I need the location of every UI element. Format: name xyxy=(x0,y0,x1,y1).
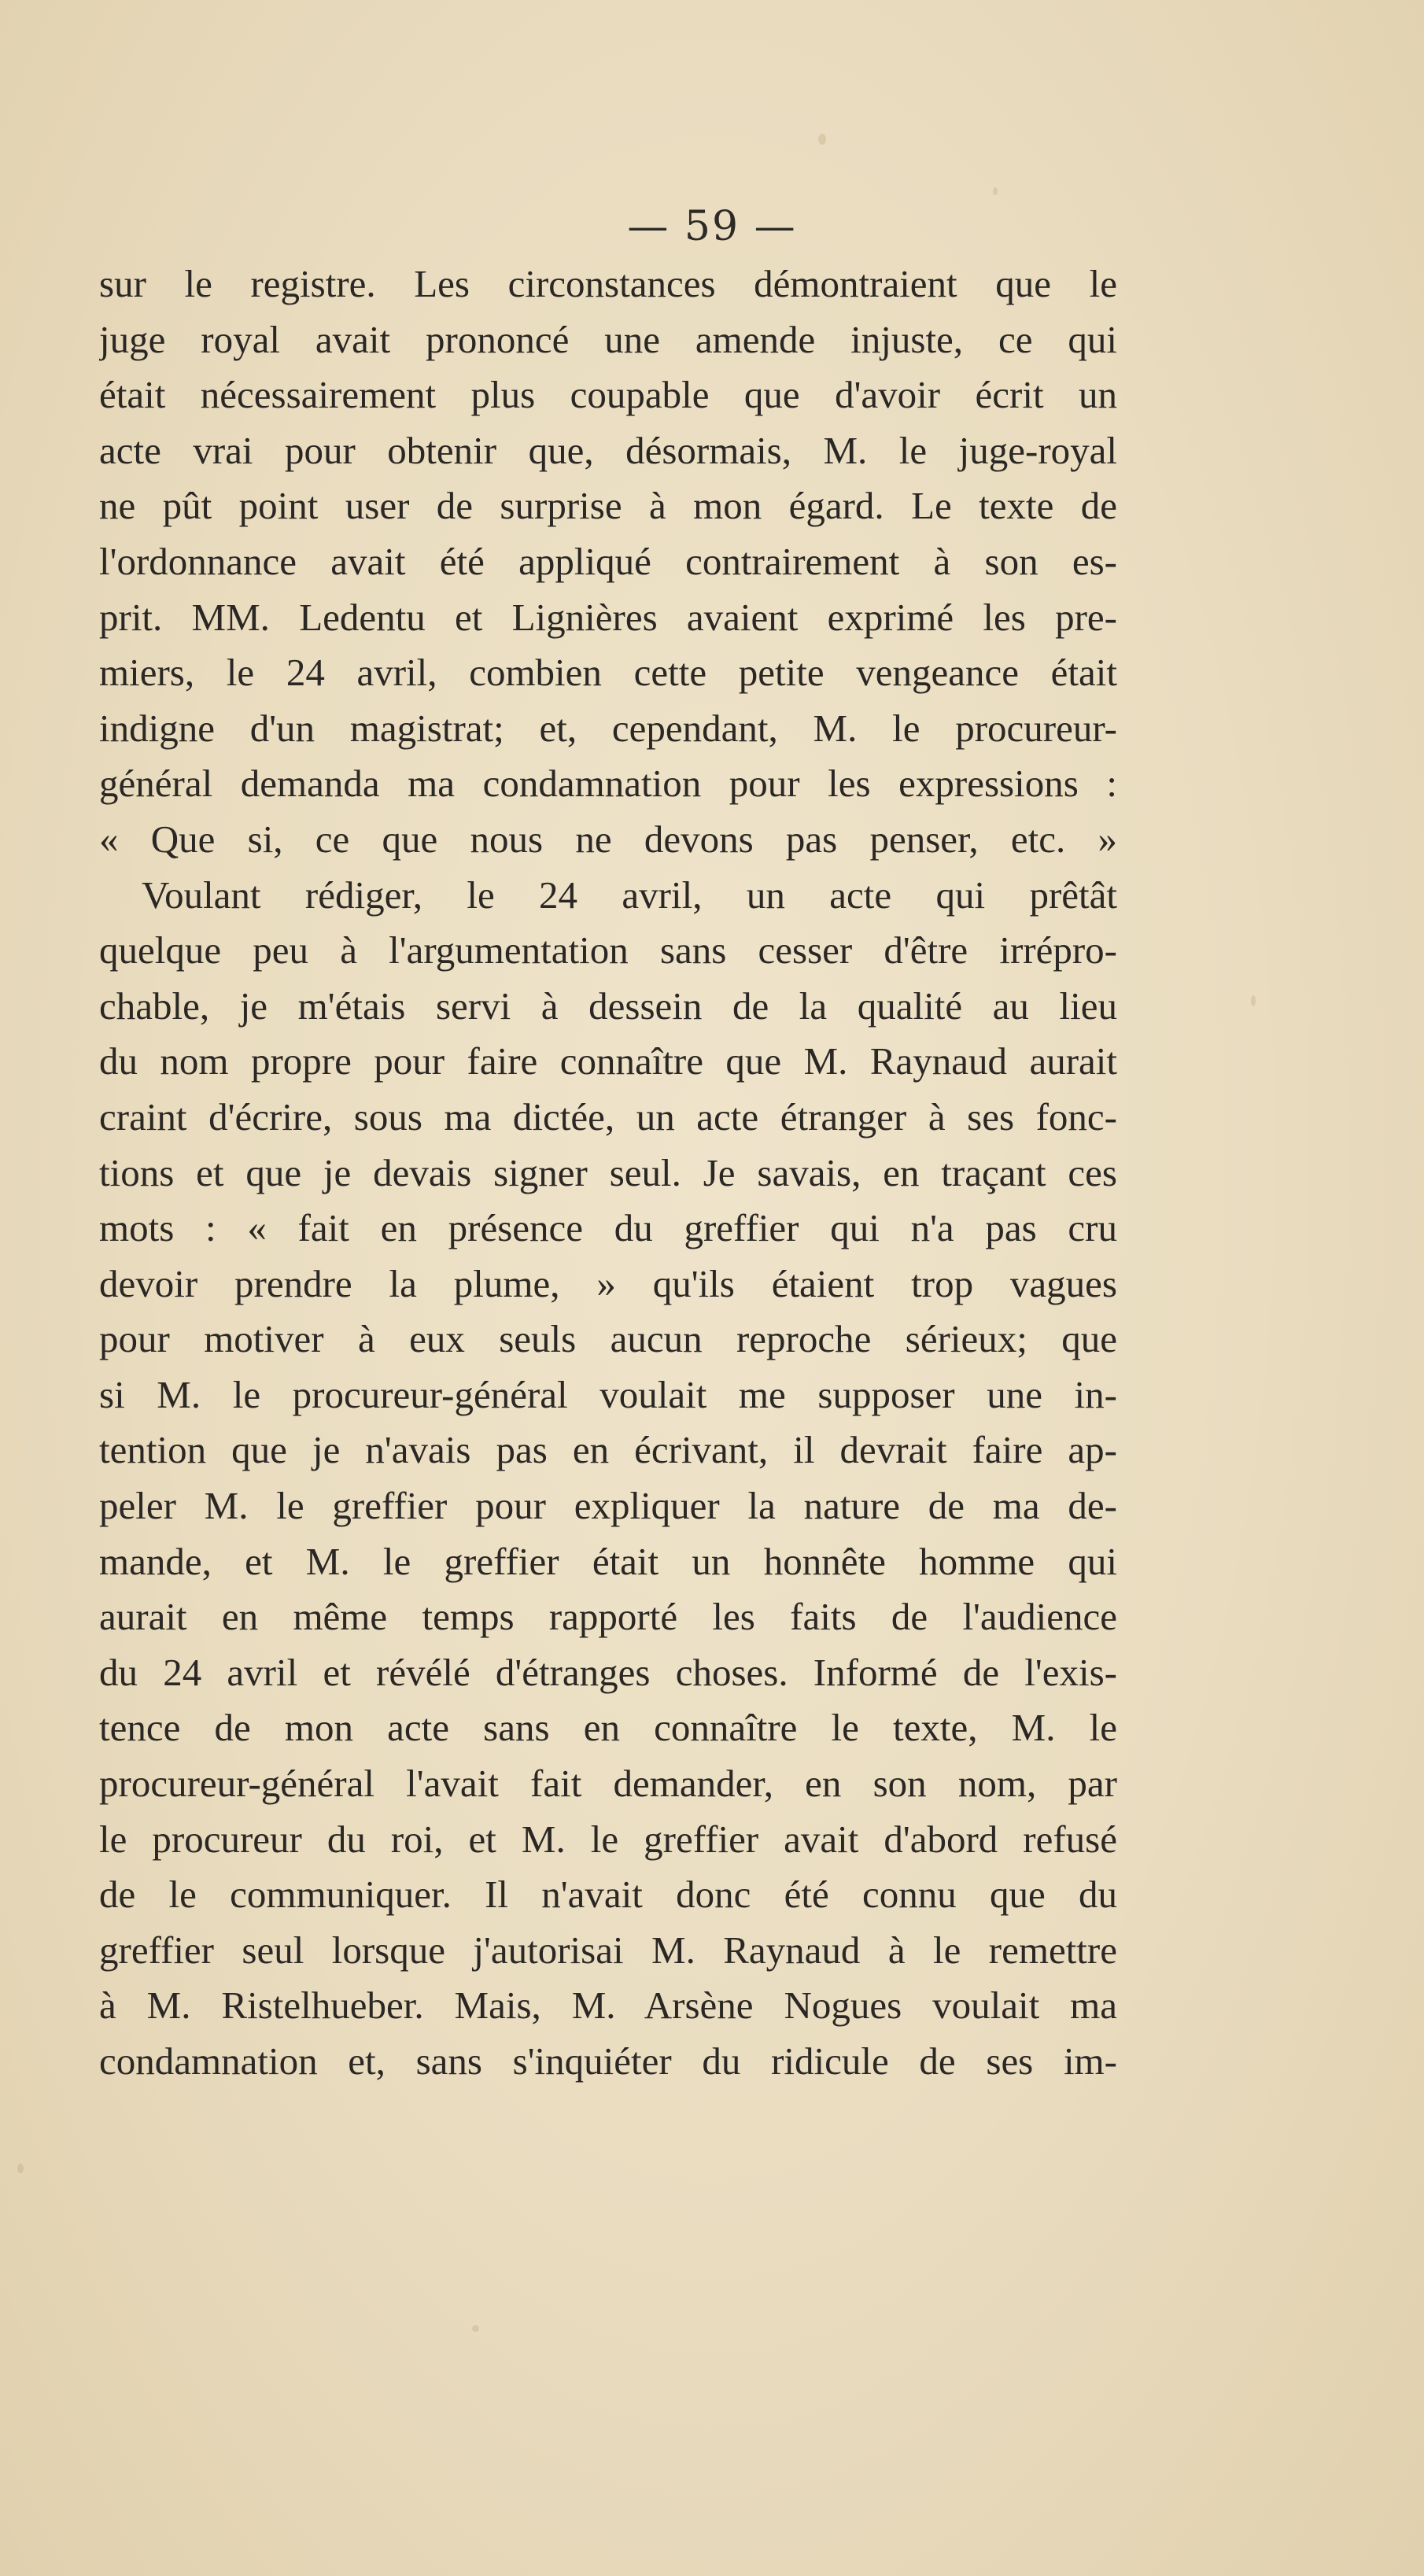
text-line: du 24 avril et révélé d'étranges choses. Informé de l'exis- xyxy=(99,1650,1117,1694)
text-line: indigne d'un magistrat; et, cependant, M. le procureur- xyxy=(99,706,1117,750)
paper-stain xyxy=(1251,995,1256,1006)
text-line: juge royal avait prononcé une amende injuste, ce qui xyxy=(99,317,1117,361)
text-line: acte vrai pour obtenir que, désormais, M. le juge-royal xyxy=(99,428,1117,472)
text-line: condamnation et, sans s'inquiéter du ridicule de ses im- xyxy=(99,2039,1117,2083)
text-line: Voulant rédiger, le 24 avril, un acte qui prêtât xyxy=(142,873,1117,917)
text-line: procureur-général l'avait fait demander, en son nom, par xyxy=(99,1762,1117,1806)
text-line: le procureur du roi, et M. le greffier avait d'abord refusé xyxy=(99,1817,1117,1861)
paper-stain xyxy=(17,2164,24,2173)
text-line: peler M. le greffier pour expliquer la nature de ma de- xyxy=(99,1484,1117,1528)
text-line: aurait en même temps rapporté les faits de l'audience xyxy=(99,1595,1117,1639)
text-line: l'ordonnance avait été appliqué contrairement à son es- xyxy=(99,539,1117,583)
page-number: — 59 — xyxy=(627,203,797,250)
text-line: tention que je n'avais pas en écrivant, il devrait faire ap- xyxy=(99,1428,1117,1472)
text-line: mande, et M. le greffier était un honnête homme qui xyxy=(99,1539,1117,1583)
text-line: « Que si, ce que nous ne devons pas penser, etc. » xyxy=(99,817,1117,861)
text-line: prit. MM. Ledentu et Lignières avaient exprimé les pre- xyxy=(99,595,1117,639)
text-line: ne pût point user de surprise à mon égard. Le texte de xyxy=(99,484,1117,528)
text-line: si M. le procureur-général voulait me supposer une in- xyxy=(99,1372,1117,1416)
text-line: pour motiver à eux seuls aucun reproche sérieux; que xyxy=(99,1317,1117,1361)
body-text xyxy=(99,256,1117,2090)
text-line: de le communiquer. Il n'avait donc été connu que du xyxy=(99,1873,1117,1917)
text-line: sur le registre. Les circonstances démontraient que le xyxy=(99,262,1117,305)
text-line: du nom propre pour faire connaître que M. Raynaud aurait xyxy=(99,1039,1117,1083)
text-line: mots : « fait en présence du greffier qui n'a pas cru xyxy=(99,1206,1117,1250)
text-line: tence de mon acte sans en connaître le texte, M. le xyxy=(99,1706,1117,1750)
text-line: quelque peu à l'argumentation sans cesser d'être irrépro- xyxy=(99,928,1117,972)
paper-stain xyxy=(472,2325,479,2332)
text-line: miers, le 24 avril, combien cette petite vengeance était xyxy=(99,651,1117,695)
text-line: tions et que je devais signer seul. Je savais, en traçant ces xyxy=(99,1150,1117,1194)
text-line: chable, je m'étais servi à dessein de la qualité au lieu xyxy=(99,984,1117,1028)
text-line: greffier seul lorsque j'autorisai M. Raynaud à le remettre xyxy=(99,1928,1117,1972)
paper-stain xyxy=(818,134,826,145)
text-line: devoir prendre la plume, » qu'ils étaient trop vagues xyxy=(99,1261,1117,1305)
paper-stain xyxy=(993,187,998,195)
text-line: craint d'écrire, sous ma dictée, un acte étranger à ses fonc- xyxy=(99,1094,1117,1139)
text-line: était nécessairement plus coupable que d'avoir écrit un xyxy=(99,373,1117,417)
text-line: à M. Ristelhueber. Mais, M. Arsène Nogues voulait ma xyxy=(99,1984,1117,2028)
text-line: général demanda ma condamnation pour les expressions : xyxy=(99,762,1117,806)
